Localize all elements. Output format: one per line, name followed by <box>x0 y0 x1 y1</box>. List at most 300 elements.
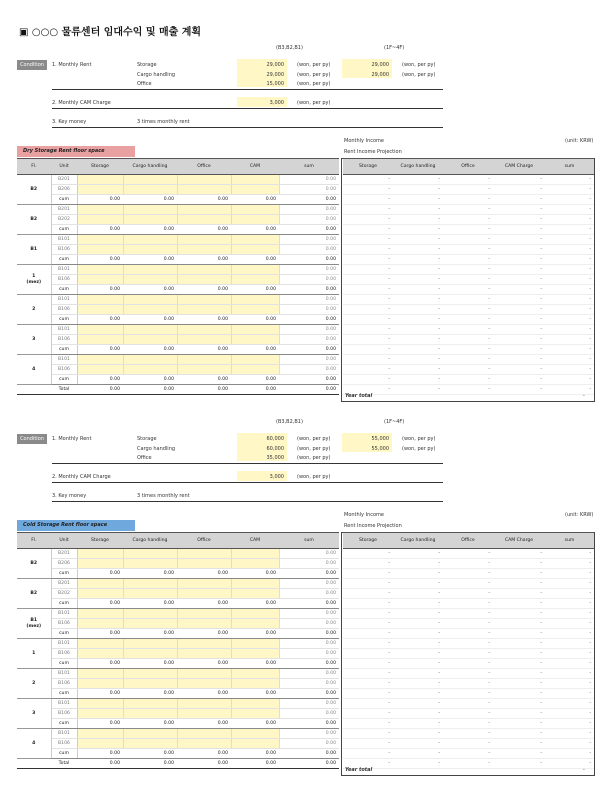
input-cell[interactable] <box>177 185 231 195</box>
cum-label: cum <box>51 599 77 609</box>
floor-label: 1 <box>17 639 51 669</box>
key-money-label: 3. Key money <box>52 119 87 125</box>
projection-cell: - <box>343 265 393 275</box>
input-cell[interactable] <box>123 679 177 689</box>
input-cell[interactable] <box>231 175 279 185</box>
input-cell[interactable] <box>123 305 177 315</box>
projection-cell: - <box>393 639 443 649</box>
table-row <box>17 305 339 315</box>
input-cell[interactable] <box>123 235 177 245</box>
input-cell[interactable] <box>231 265 279 275</box>
rent-value-1[interactable]: 35,000 <box>266 455 284 461</box>
cum-value: 0.00 <box>231 285 279 295</box>
input-cell[interactable] <box>231 729 279 739</box>
unit-cell: B201 <box>51 579 77 589</box>
cum-value: 0.00 <box>177 195 231 205</box>
input-cell[interactable] <box>77 549 123 559</box>
projection-cell: - <box>493 175 545 185</box>
input-cell[interactable] <box>231 235 279 245</box>
column-header: Cargo handling <box>123 533 177 549</box>
cum-label: cum <box>51 225 77 235</box>
input-cell[interactable] <box>177 679 231 689</box>
input-cell[interactable] <box>177 619 231 629</box>
input-cell[interactable] <box>177 355 231 365</box>
input-cell[interactable] <box>231 355 279 365</box>
projection-cell: - <box>343 305 393 315</box>
rent-value-2[interactable]: 55,000 <box>371 436 389 442</box>
input-cell[interactable] <box>231 325 279 335</box>
cum-label: cum <box>51 749 77 759</box>
input-cell[interactable] <box>77 235 123 245</box>
projection-cell: - <box>343 759 393 769</box>
input-cell[interactable] <box>177 729 231 739</box>
projection-cell: - <box>393 649 443 659</box>
table-row <box>17 709 339 719</box>
input-cell[interactable] <box>177 609 231 619</box>
input-cell[interactable] <box>123 185 177 195</box>
input-cell[interactable] <box>177 559 231 569</box>
projection-row <box>343 549 594 559</box>
rent-row-name: Storage <box>137 436 157 442</box>
projection-cell: - <box>393 295 443 305</box>
input-cell[interactable] <box>231 549 279 559</box>
cum-value: 0.00 <box>279 719 339 729</box>
projection-row <box>343 175 594 185</box>
rent-value-1[interactable]: 29,000 <box>266 71 284 78</box>
input-cell[interactable] <box>231 275 279 285</box>
projection-row <box>343 659 594 669</box>
input-cell[interactable] <box>177 335 231 345</box>
projection-cell: - <box>443 265 493 275</box>
projection-cell: - <box>443 599 493 609</box>
input-cell[interactable] <box>231 245 279 255</box>
cum-label: cum <box>51 315 77 325</box>
projection-row <box>343 205 594 215</box>
cum-value: 0.00 <box>77 195 123 205</box>
projection-cell: - <box>443 579 493 589</box>
input-cell[interactable] <box>123 549 177 559</box>
projection-cell: - <box>545 315 594 325</box>
projection-cell: - <box>343 275 393 285</box>
input-cell[interactable] <box>77 205 123 215</box>
input-cell[interactable] <box>123 639 177 649</box>
input-cell[interactable] <box>231 709 279 719</box>
sum-cell: 0.00 <box>279 205 339 215</box>
projection-cell: - <box>545 739 594 749</box>
cum-value: 0.00 <box>123 599 177 609</box>
input-cell[interactable] <box>123 215 177 225</box>
projection-row <box>343 375 594 385</box>
cum-value: 0.00 <box>231 315 279 325</box>
total-value: 0.00 <box>177 759 231 769</box>
projection-cell: - <box>443 759 493 769</box>
input-cell[interactable] <box>177 275 231 285</box>
input-cell[interactable] <box>123 175 177 185</box>
sum-cell: 0.00 <box>279 609 339 619</box>
projection-cell: - <box>443 649 493 659</box>
projection-cell: - <box>343 649 393 659</box>
projection-cell: - <box>493 375 545 385</box>
input-cell[interactable] <box>231 215 279 225</box>
input-cell[interactable] <box>177 589 231 599</box>
input-cell[interactable] <box>123 335 177 345</box>
input-cell[interactable] <box>231 559 279 569</box>
input-cell[interactable] <box>77 215 123 225</box>
cum-value: 0.00 <box>77 749 123 759</box>
unit-cell: B106 <box>51 365 77 375</box>
cum-value: 0.00 <box>279 315 339 325</box>
input-cell[interactable] <box>123 649 177 659</box>
input-cell[interactable] <box>231 639 279 649</box>
cum-value: 0.00 <box>123 689 177 699</box>
total-spacer <box>17 385 51 395</box>
input-cell[interactable] <box>77 325 123 335</box>
projection-cell: - <box>343 729 393 739</box>
projection-cell: - <box>493 549 545 559</box>
input-cell[interactable] <box>77 175 123 185</box>
input-cell[interactable] <box>123 579 177 589</box>
rent-value-2[interactable]: 29,000 <box>371 71 389 78</box>
input-cell[interactable] <box>123 729 177 739</box>
input-cell[interactable] <box>77 619 123 629</box>
rent-unit-2: (won, per py) <box>402 62 436 68</box>
input-cell[interactable] <box>77 559 123 569</box>
projection-cell: - <box>443 559 493 569</box>
projection-cell: - <box>545 599 594 609</box>
unit-cell: B101 <box>51 609 77 619</box>
projection-cell: - <box>545 175 594 185</box>
sum-cell: 0.00 <box>279 559 339 569</box>
projection-row <box>343 255 594 265</box>
input-cell[interactable] <box>231 619 279 629</box>
rent-divider <box>52 463 443 464</box>
total-value: 0.00 <box>123 385 177 395</box>
projection-cell: - <box>493 355 545 365</box>
input-cell[interactable] <box>123 559 177 569</box>
input-cell[interactable] <box>77 295 123 305</box>
projection-cell: - <box>393 619 443 629</box>
input-cell[interactable] <box>231 205 279 215</box>
input-cell[interactable] <box>231 185 279 195</box>
projection-cell: - <box>545 749 594 759</box>
projection-column-header: sum <box>545 159 594 175</box>
projection-cell: - <box>545 275 594 285</box>
cum-value: 0.00 <box>231 599 279 609</box>
projection-cell: - <box>343 245 393 255</box>
sum-cell: 0.00 <box>279 295 339 305</box>
rent-row-name: Office <box>137 81 152 87</box>
table-row <box>17 649 339 659</box>
rent-value-1[interactable]: 29,000 <box>266 62 284 68</box>
rent-unit-2: (won, per py) <box>402 436 436 442</box>
projection-cell: - <box>393 569 443 579</box>
projection-cell: - <box>393 659 443 669</box>
projection-cell: - <box>393 385 443 395</box>
rent-row-name: Cargo handling <box>137 445 176 452</box>
input-cell[interactable] <box>231 679 279 689</box>
projection-cell: - <box>443 195 493 205</box>
rent-value-2[interactable]: 55,000 <box>371 445 389 452</box>
floor-label: 1 (mez) <box>17 265 51 295</box>
table-row <box>17 205 339 215</box>
input-cell[interactable] <box>123 609 177 619</box>
input-cell[interactable] <box>231 649 279 659</box>
input-cell[interactable] <box>177 365 231 375</box>
projection-cell: - <box>443 305 493 315</box>
input-cell[interactable] <box>77 335 123 345</box>
input-cell[interactable] <box>177 579 231 589</box>
projection-column-header: CAM Charge <box>493 159 545 175</box>
input-cell[interactable] <box>77 579 123 589</box>
projection-cell: - <box>343 195 393 205</box>
projection-row <box>343 305 594 315</box>
input-cell[interactable] <box>123 295 177 305</box>
rent-divider <box>52 89 443 90</box>
projection-row <box>343 569 594 579</box>
input-cell[interactable] <box>77 355 123 365</box>
table-row <box>17 185 339 195</box>
input-cell[interactable] <box>177 215 231 225</box>
projection-row <box>343 295 594 305</box>
projection-cell: - <box>443 355 493 365</box>
input-cell[interactable] <box>177 649 231 659</box>
sum-cell: 0.00 <box>279 669 339 679</box>
input-cell[interactable] <box>123 619 177 629</box>
input-cell[interactable] <box>177 739 231 749</box>
cum-row <box>17 629 339 639</box>
sum-cell: 0.00 <box>279 325 339 335</box>
input-cell[interactable] <box>123 205 177 215</box>
projection-row <box>343 639 594 649</box>
input-cell[interactable] <box>123 245 177 255</box>
projection-cell: - <box>393 699 443 709</box>
projection-cell: - <box>393 195 443 205</box>
projection-cell: - <box>393 285 443 295</box>
projection-cell: - <box>393 719 443 729</box>
input-cell[interactable] <box>177 699 231 709</box>
cum-value: 0.00 <box>77 225 123 235</box>
cum-label: cum <box>51 689 77 699</box>
sum-cell: 0.00 <box>279 619 339 629</box>
sum-cell: 0.00 <box>279 185 339 195</box>
projection-cell: - <box>443 225 493 235</box>
floor-label: 2 <box>17 295 51 325</box>
input-cell[interactable] <box>177 245 231 255</box>
rent-value-1[interactable]: 15,000 <box>266 81 284 87</box>
input-cell[interactable] <box>123 365 177 375</box>
space-tag: Cold Storage Rent floor space <box>17 520 135 531</box>
projection-row <box>343 709 594 719</box>
projection-cell: - <box>393 235 443 245</box>
input-cell[interactable] <box>177 669 231 679</box>
input-cell[interactable] <box>77 669 123 679</box>
input-cell[interactable] <box>77 185 123 195</box>
projection-label: Rent Income Projection <box>344 149 402 155</box>
input-cell[interactable] <box>231 579 279 589</box>
projection-cell: - <box>545 719 594 729</box>
input-cell[interactable] <box>177 325 231 335</box>
projection-cell: - <box>545 659 594 669</box>
condition-tag: Condition <box>17 434 47 444</box>
table-row <box>17 559 339 569</box>
cum-value: 0.00 <box>77 255 123 265</box>
rent-value-1[interactable]: 60,000 <box>266 436 284 442</box>
projection-row <box>343 335 594 345</box>
cam-value[interactable]: 3,000 <box>269 100 284 106</box>
input-cell[interactable] <box>77 649 123 659</box>
projection-row <box>343 699 594 709</box>
projection-cell: - <box>443 699 493 709</box>
input-cell[interactable] <box>231 669 279 679</box>
rent-unit-1: (won, per py) <box>297 62 331 68</box>
cum-value: 0.00 <box>177 659 231 669</box>
rent-space-table <box>17 532 339 769</box>
cum-value: 0.00 <box>123 569 177 579</box>
projection-cell: - <box>343 285 393 295</box>
projection-table <box>343 532 594 769</box>
sum-cell: 0.00 <box>279 305 339 315</box>
input-cell[interactable] <box>77 609 123 619</box>
projection-cell: - <box>493 619 545 629</box>
projection-row <box>343 559 594 569</box>
input-cell[interactable] <box>77 739 123 749</box>
floor-label: 4 <box>17 729 51 759</box>
projection-cell: - <box>343 739 393 749</box>
input-cell[interactable] <box>177 175 231 185</box>
input-cell[interactable] <box>77 679 123 689</box>
rent-value-2[interactable]: 29,000 <box>371 62 389 68</box>
cum-label: cum <box>51 375 77 385</box>
projection-row <box>343 325 594 335</box>
input-cell[interactable] <box>123 709 177 719</box>
projection-cell: - <box>343 699 393 709</box>
unit-cell: B106 <box>51 649 77 659</box>
projection-cell: - <box>393 355 443 365</box>
projection-cell: - <box>443 639 493 649</box>
projection-cell: - <box>393 265 443 275</box>
projection-cell: - <box>393 335 443 345</box>
projection-cell: - <box>443 619 493 629</box>
input-cell[interactable] <box>231 295 279 305</box>
input-cell[interactable] <box>77 589 123 599</box>
projection-row <box>343 235 594 245</box>
projection-cell: - <box>443 275 493 285</box>
input-cell[interactable] <box>177 305 231 315</box>
projection-cell: - <box>545 225 594 235</box>
sum-cell: 0.00 <box>279 365 339 375</box>
rent-value-1[interactable]: 60,000 <box>266 445 284 452</box>
input-cell[interactable] <box>123 699 177 709</box>
cum-row <box>17 255 339 265</box>
year-total-label: Year total <box>345 393 373 399</box>
cum-value: 0.00 <box>77 375 123 385</box>
cum-value: 0.00 <box>123 749 177 759</box>
input-cell[interactable] <box>77 245 123 255</box>
projection-cell: - <box>493 245 545 255</box>
projection-cell: - <box>545 569 594 579</box>
input-cell[interactable] <box>77 365 123 375</box>
projection-row <box>343 345 594 355</box>
input-cell[interactable] <box>231 335 279 345</box>
projection-cell: - <box>343 659 393 669</box>
sum-cell: 0.00 <box>279 579 339 589</box>
projection-cell: - <box>443 325 493 335</box>
table-row <box>17 355 339 365</box>
sum-cell: 0.00 <box>279 729 339 739</box>
input-cell[interactable] <box>177 205 231 215</box>
input-cell[interactable] <box>231 365 279 375</box>
input-cell[interactable] <box>77 639 123 649</box>
input-cell[interactable] <box>77 729 123 739</box>
input-cell[interactable] <box>177 549 231 559</box>
sum-cell: 0.00 <box>279 175 339 185</box>
input-cell[interactable] <box>123 589 177 599</box>
cum-value: 0.00 <box>231 749 279 759</box>
projection-column-header: Storage <box>343 159 393 175</box>
projection-cell: - <box>493 295 545 305</box>
input-cell[interactable] <box>123 355 177 365</box>
input-cell[interactable] <box>77 305 123 315</box>
space-tag: Dry Storage Rent floor space <box>17 146 135 157</box>
input-cell[interactable] <box>231 739 279 749</box>
projection-cell: - <box>493 365 545 375</box>
cum-row <box>17 285 339 295</box>
projection-cell: - <box>343 315 393 325</box>
rent-unit-1: (won, per py) <box>297 455 331 461</box>
input-cell[interactable] <box>77 275 123 285</box>
projection-cell: - <box>393 599 443 609</box>
input-cell[interactable] <box>177 235 231 245</box>
input-cell[interactable] <box>231 305 279 315</box>
projection-cell: - <box>343 215 393 225</box>
sum-cell: 0.00 <box>279 245 339 255</box>
input-cell[interactable] <box>177 265 231 275</box>
projection-cell: - <box>343 355 393 365</box>
column-header: Storage <box>77 533 123 549</box>
cum-value: 0.00 <box>123 195 177 205</box>
input-cell[interactable] <box>123 739 177 749</box>
input-cell[interactable] <box>123 669 177 679</box>
column-header: Cargo handling <box>123 159 177 175</box>
projection-cell: - <box>393 559 443 569</box>
projection-cell: - <box>343 629 393 639</box>
projection-cell: - <box>393 245 443 255</box>
input-cell[interactable] <box>123 265 177 275</box>
cum-value: 0.00 <box>177 749 231 759</box>
input-cell[interactable] <box>123 275 177 285</box>
input-cell[interactable] <box>231 589 279 599</box>
input-cell[interactable] <box>77 265 123 275</box>
projection-row <box>343 669 594 679</box>
cum-row <box>17 569 339 579</box>
input-cell[interactable] <box>231 609 279 619</box>
projection-cell: - <box>343 549 393 559</box>
cam-value[interactable]: 3,000 <box>269 474 284 480</box>
input-cell[interactable] <box>231 699 279 709</box>
cum-value: 0.00 <box>279 749 339 759</box>
input-cell[interactable] <box>177 295 231 305</box>
input-cell[interactable] <box>123 325 177 335</box>
input-cell[interactable] <box>77 699 123 709</box>
rent-space-table <box>17 158 339 395</box>
projection-cell: - <box>493 609 545 619</box>
cum-value: 0.00 <box>177 315 231 325</box>
input-cell[interactable] <box>77 709 123 719</box>
input-cell[interactable] <box>177 639 231 649</box>
projection-cell: - <box>443 569 493 579</box>
input-cell[interactable] <box>177 709 231 719</box>
unit-cell: B202 <box>51 215 77 225</box>
